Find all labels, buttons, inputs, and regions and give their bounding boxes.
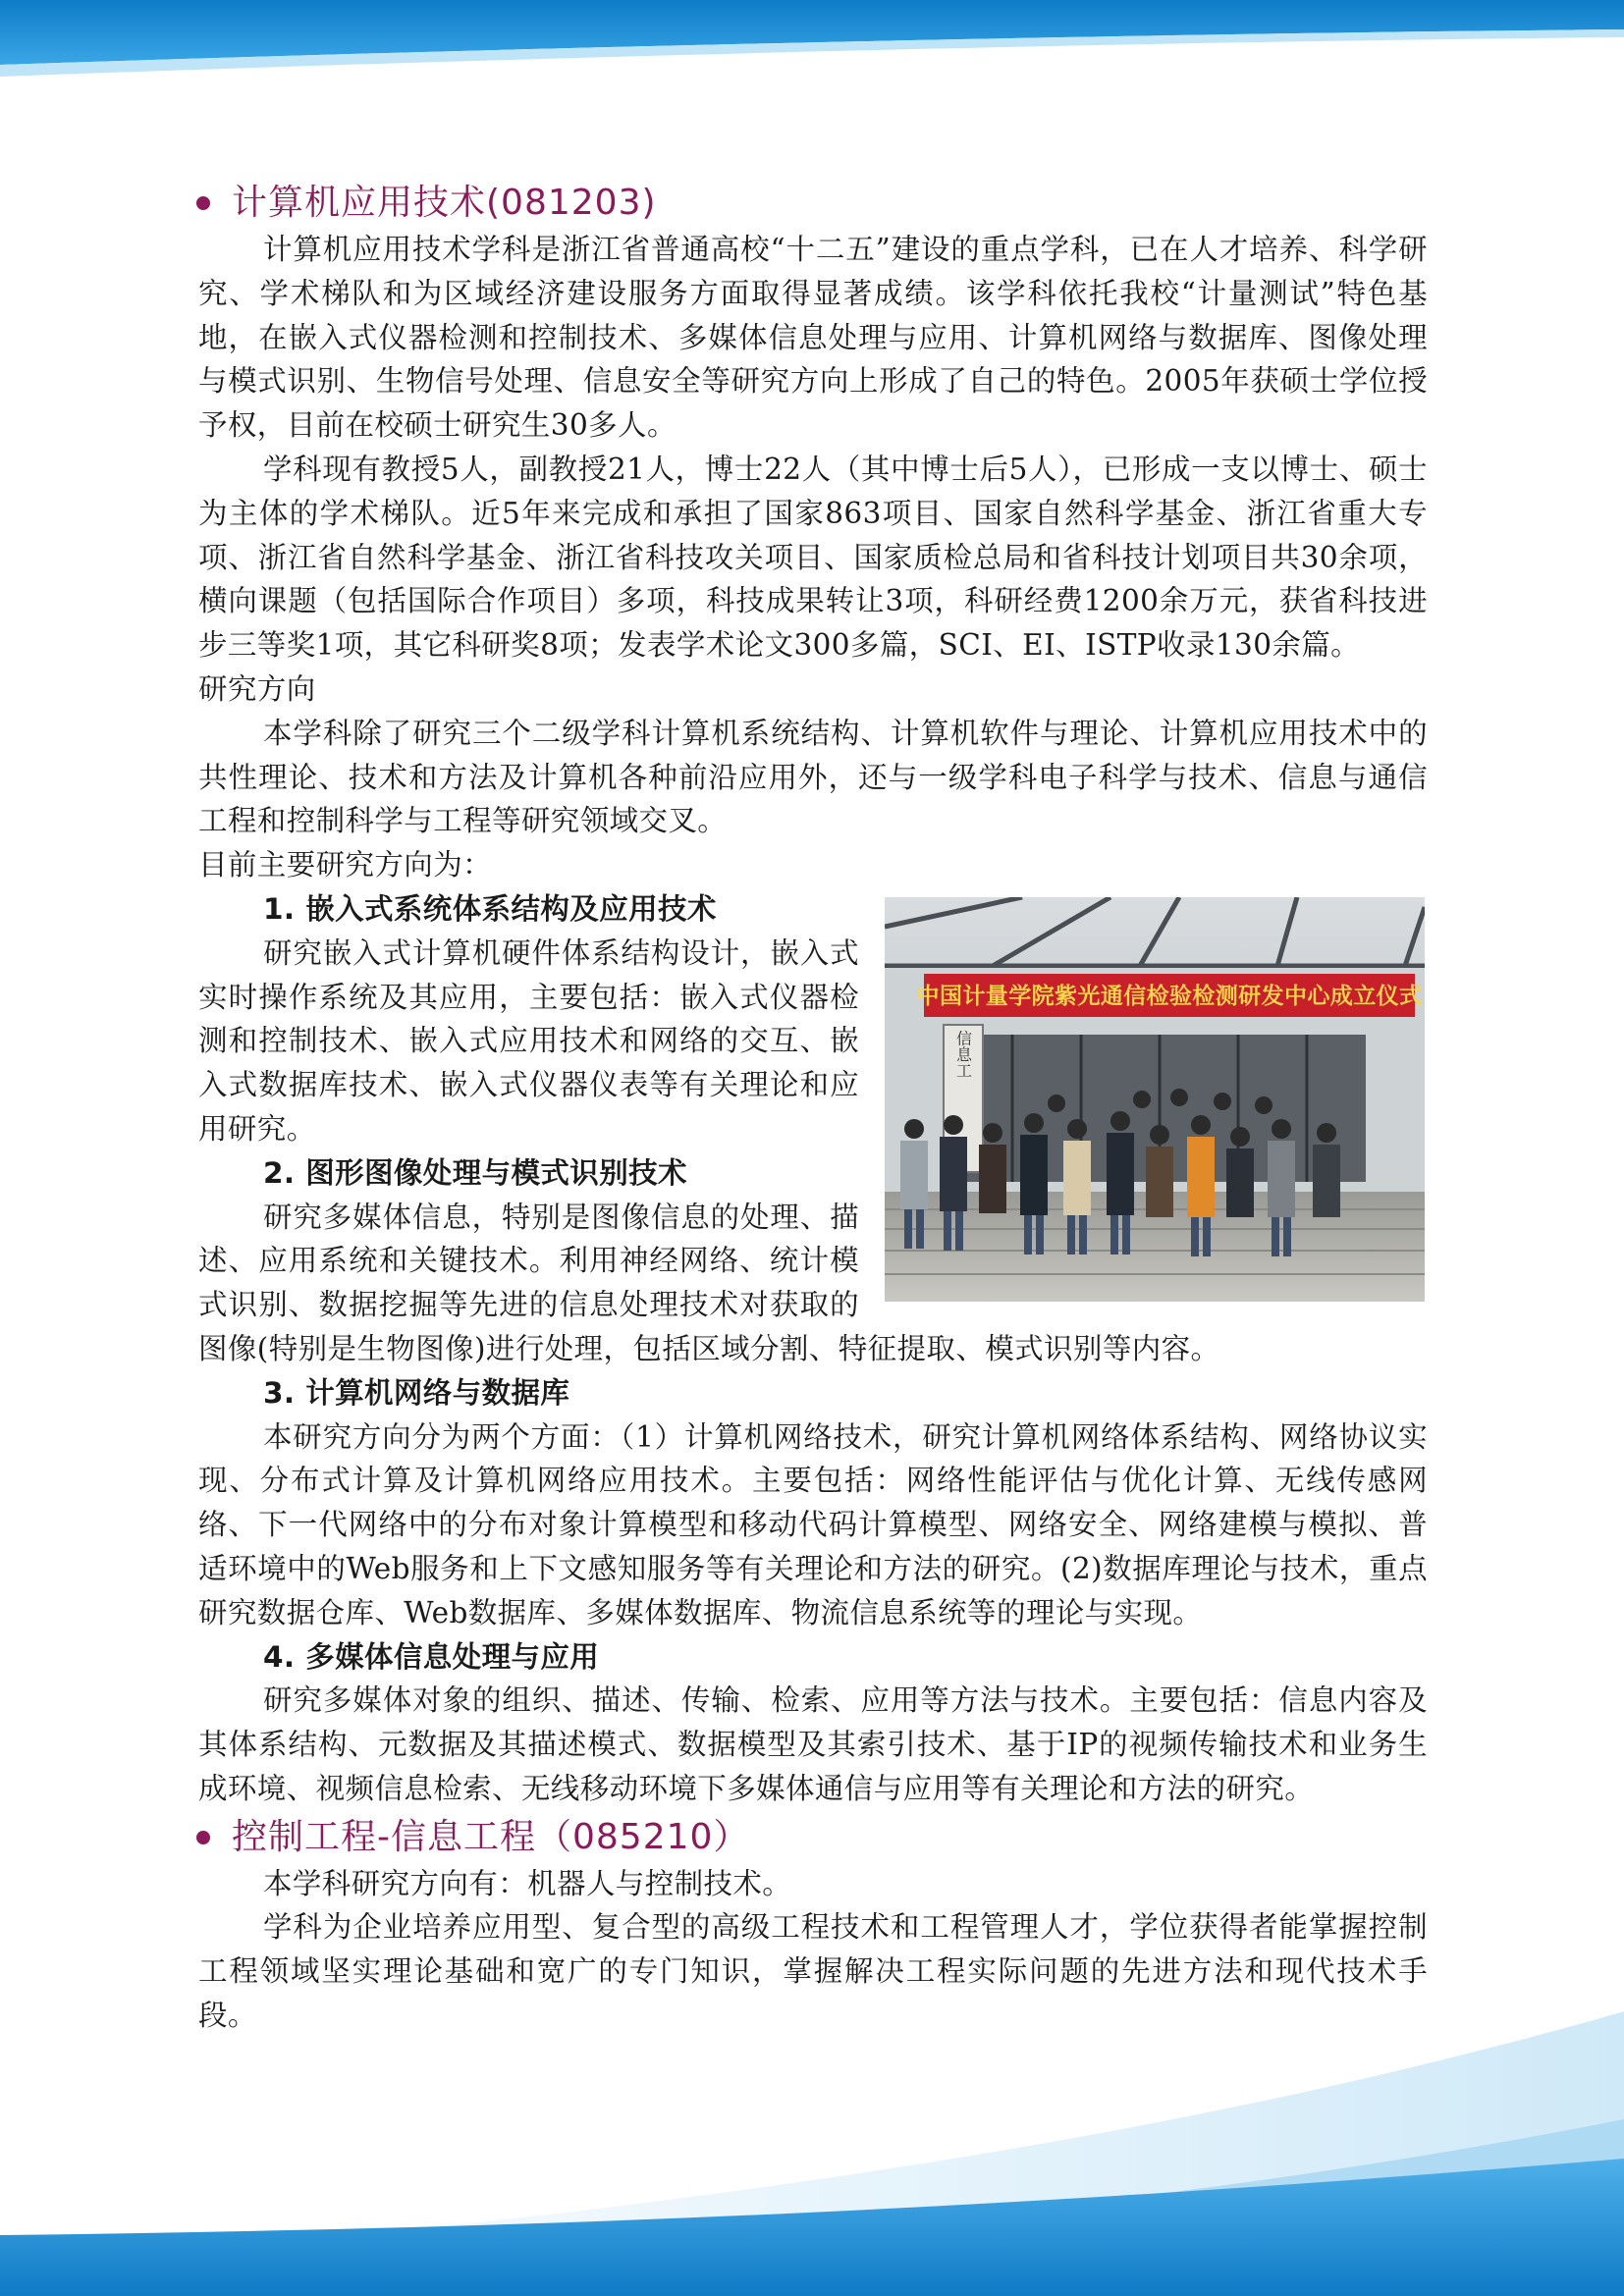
- banner-text: 中国计量学院紫光通信检验检测研发中心成立仪式: [916, 983, 1423, 1009]
- direction-title-3: 3. 计算机网络与数据库: [263, 1375, 570, 1410]
- direction-text-1: 研究嵌入式计算机硬件体系结构设计，嵌入式实时操作系统及其应用，主要包括：嵌入式仪器检测和控制技术、嵌入式应用技术和网络的交互、嵌入式数据库技术、嵌入式仪器仪表等有关理论和应用研究。: [198, 935, 859, 1146]
- direction-title-2: 2. 图形图像处理与模式识别技术: [263, 1155, 687, 1190]
- section2-paragraph: 学科为企业培养应用型、复合型的高级工程技术和工程管理人才，学位获得者能掌握控制工程领域坚实理论基础和宽广的专门知识，掌握解决工程实际问题的先进方法和现代技术手段。: [198, 1910, 1428, 2033]
- section2-paragraph: 本学科研究方向有：机器人与控制技术。: [263, 1866, 792, 1900]
- research-intro-paragraph: 本学科除了研究三个二级学科计算机系统结构、计算机软件与理论、计算机应用技术中的共性理论、技术和方法及计算机各种前沿应用外，还与一级学科电子科学与技术、信息与通信工程和控制科学与工程等研究领域交叉。: [198, 716, 1428, 838]
- photo-illustration: [885, 897, 1425, 1302]
- direction-text-2: 研究多媒体信息，特别是图像信息的处理、描述、应用系统和关键技术。利用神经网络、统计模式识别、数据挖掘等先进的信息处理技术对获取的图像(特别是生物图像)进行处理，包括区域分割、特征提取、模式识别等内容。: [198, 1200, 1220, 1365]
- intro-paragraph: 计算机应用技术学科是浙江省普通高校“十二五”建设的重点学科，已在人才培养、科学研究、学术梯队和为区域经济建设服务方面取得显著成绩。该学科依托我校“计量测试”特色基地，在嵌入式仪器检测和控制技术、多媒体信息处理与应用、计算机网络与数据库、图像处理与模式识别、生物信号处理、信息安全等研究方向上形成了自己的特色。2005年获硕士学位授予权，目前在校硕士研究生30多人。: [198, 233, 1428, 443]
- ceremony-photo: [885, 897, 1425, 1302]
- section-title: 控制工程-信息工程（085210）: [232, 1816, 750, 1857]
- bullet-icon: [196, 196, 210, 210]
- section-heading-control-engineering: [198, 1813, 1428, 1862]
- bullet-icon: [196, 1831, 210, 1844]
- intro-paragraph: 学科现有教授5人，副教授21人，博士22人（其中博士后5人），已形成一支以博士、硕士为主体的学术梯队。近5年来完成和承担了国家863项目、国家自然科学基金、浙江省重大专项、浙江省自然科学基金、浙江省科技攻关项目、国家质检总局和省科技计划项目共30余项，横向课题（包括国际合作项目）多项，科技成果转让3项，科研经费1200余万元，获省科技进步三等奖1项，其它科研奖8项；发表学术论文300多篇，SCI、EI、ISTP收录130余篇。: [198, 452, 1428, 663]
- direction-title-1: 1. 嵌入式系统体系结构及应用技术: [263, 891, 717, 926]
- top-blue-band: [0, 0, 1624, 79]
- research-label: 研究方向: [198, 671, 316, 706]
- direction-title-4: 4. 多媒体信息处理与应用: [263, 1639, 600, 1674]
- section-heading-computer-application: [198, 179, 1428, 228]
- direction-text-4: 研究多媒体对象的组织、描述、传输、检索、应用等方法与技术。主要包括：信息内容及其体系结构、元数据及其描述模式、数据模型及其索引技术、基于IP的视频传输技术和业务生成环境、视频信息检索、无线移动环境下多媒体通信与应用等有关理论和方法的研究。: [198, 1683, 1428, 1805]
- section-title: 计算机应用技术(081203): [232, 183, 657, 223]
- plaque-text: 信息工: [953, 1030, 973, 1079]
- main-directions-label: 目前主要研究方向为：: [198, 848, 493, 882]
- direction-text-3: 本研究方向分为两个方面：（1）计算机网络技术，研究计算机网络体系结构、网络协议实现、分布式计算及计算机网络应用技术。主要包括：网络性能评估与优化计算、无线传感网络、下一代网络中的分布对象计算模型和移动代码计算模型、网络安全、网络建模与模拟、普适环境中的Web服务和上下文感知服务等有关理论和方法的研究。(2)数据库理论与技术，重点研究数据仓库、Web数据库、多媒体数据库、物流信息系统等的理论与实现。: [198, 1419, 1428, 1629]
- page-content: [198, 179, 1428, 2038]
